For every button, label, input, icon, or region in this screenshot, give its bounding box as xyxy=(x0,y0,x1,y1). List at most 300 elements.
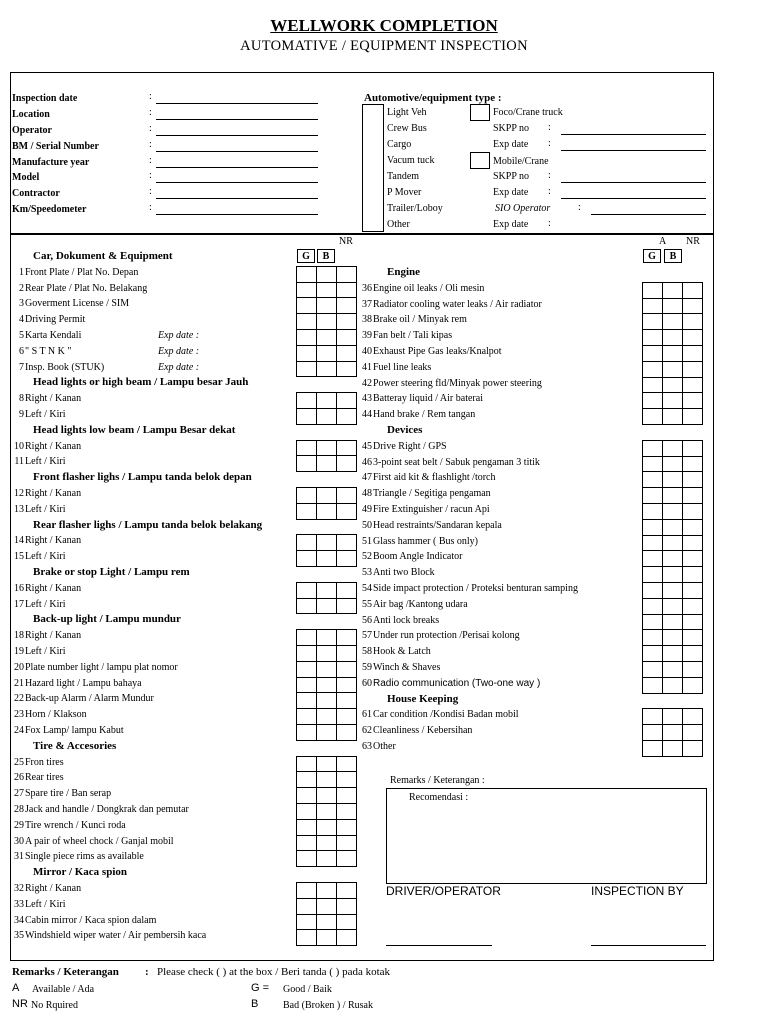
permit-colon: : xyxy=(548,138,551,149)
header-field-input[interactable] xyxy=(156,103,318,104)
item-number: 3 xyxy=(19,298,24,310)
check-box[interactable] xyxy=(683,282,703,298)
driver-signature-line[interactable] xyxy=(386,945,492,946)
permit-colon: : xyxy=(548,186,551,197)
check-grid[interactable] xyxy=(642,282,703,425)
item-label: Under run protection /Perisai kolong xyxy=(373,630,520,642)
header-field-colon: : xyxy=(149,123,152,134)
check-box[interactable] xyxy=(683,630,703,646)
checklist-item xyxy=(4,772,64,783)
permit-input[interactable] xyxy=(561,150,706,151)
check-box[interactable] xyxy=(683,377,703,393)
header-field-input[interactable] xyxy=(156,182,318,183)
check-box[interactable] xyxy=(663,503,683,519)
type-option: Crew Bus xyxy=(387,123,427,134)
header-field-input[interactable] xyxy=(156,214,318,215)
check-box[interactable] xyxy=(683,314,703,330)
type-option: Vacum tuck xyxy=(387,155,435,166)
item-label: Windshield wiper water / Air pembersih kaca xyxy=(25,930,207,942)
check-box[interactable] xyxy=(643,409,663,425)
checklist-item xyxy=(4,409,66,420)
check-box[interactable] xyxy=(297,677,317,693)
check-box[interactable] xyxy=(317,361,337,377)
checklist-item xyxy=(352,299,542,310)
check-box[interactable] xyxy=(643,314,663,330)
check-grid[interactable] xyxy=(296,882,357,946)
item-number: 18 xyxy=(14,630,24,642)
item-number: 60 xyxy=(362,677,372,689)
checklist-item xyxy=(4,678,142,689)
check-box[interactable] xyxy=(663,582,683,598)
check-box[interactable] xyxy=(683,298,703,314)
checklist-item xyxy=(352,393,483,404)
item-number: 50 xyxy=(362,519,372,531)
checklist-item xyxy=(4,551,66,562)
checklist-item xyxy=(4,330,81,341)
checklist-item xyxy=(352,741,396,752)
check-box[interactable] xyxy=(297,440,317,456)
item-label: Insp. Book (STUK) xyxy=(25,361,105,373)
check-box[interactable] xyxy=(663,519,683,535)
check-box[interactable] xyxy=(663,440,683,456)
check-box[interactable] xyxy=(297,408,317,424)
check-box[interactable] xyxy=(663,409,683,425)
item-label: Left / Kiri xyxy=(25,503,66,515)
item-number: 38 xyxy=(362,314,372,326)
check-box[interactable] xyxy=(643,456,663,472)
check-box[interactable] xyxy=(317,883,337,899)
check-box[interactable] xyxy=(317,598,337,614)
check-box[interactable] xyxy=(643,582,663,598)
check-box[interactable] xyxy=(317,898,337,914)
check-box[interactable] xyxy=(297,488,317,504)
check-box[interactable] xyxy=(337,819,357,835)
check-box[interactable] xyxy=(317,408,337,424)
check-box[interactable] xyxy=(683,456,703,472)
check-box[interactable] xyxy=(297,930,317,946)
item-number: 43 xyxy=(362,393,372,405)
check-box[interactable] xyxy=(337,914,357,930)
check-box[interactable] xyxy=(337,266,357,282)
check-box[interactable] xyxy=(317,914,337,930)
check-box[interactable] xyxy=(337,756,357,772)
checklist-item xyxy=(4,283,147,294)
check-box[interactable] xyxy=(643,677,663,693)
check-box[interactable] xyxy=(317,724,337,740)
check-grid[interactable] xyxy=(296,582,357,615)
item-number: 27 xyxy=(14,788,24,800)
item-label: Anti two Block xyxy=(373,567,435,579)
check-box[interactable] xyxy=(317,503,337,519)
check-box[interactable] xyxy=(643,646,663,662)
check-grid[interactable] xyxy=(296,629,357,741)
permit-label: SIO Operator xyxy=(495,203,551,214)
item-number: 15 xyxy=(14,551,24,563)
check-box[interactable] xyxy=(297,724,317,740)
nr-header-left: NR xyxy=(339,236,353,247)
check-box[interactable] xyxy=(643,330,663,346)
g-header-right: G xyxy=(643,249,661,263)
check-box[interactable] xyxy=(317,456,337,472)
check-box[interactable] xyxy=(643,661,663,677)
permit-colon: : xyxy=(548,218,551,229)
check-box[interactable] xyxy=(297,345,317,361)
check-box[interactable] xyxy=(663,377,683,393)
check-box[interactable] xyxy=(317,835,337,851)
checklist-item xyxy=(352,646,431,657)
item-label: Goverment License / SIM xyxy=(25,298,130,310)
check-box[interactable] xyxy=(317,329,337,345)
check-box[interactable] xyxy=(663,725,683,741)
item-label: Power steering fld/Minyak power steering xyxy=(373,377,542,389)
check-box[interactable] xyxy=(643,535,663,551)
check-box[interactable] xyxy=(317,582,337,598)
item-number: 11 xyxy=(14,456,24,468)
header-field-input[interactable] xyxy=(156,135,318,136)
checklist-item xyxy=(352,630,520,641)
check-box[interactable] xyxy=(317,851,337,867)
check-box[interactable] xyxy=(683,677,703,693)
type-checkbox-column[interactable] xyxy=(362,104,384,232)
check-box[interactable] xyxy=(317,266,337,282)
item-label: Left / Kiri xyxy=(25,456,66,468)
check-box[interactable] xyxy=(683,361,703,377)
check-grid[interactable] xyxy=(296,440,357,473)
check-grid[interactable] xyxy=(296,266,357,378)
check-box[interactable] xyxy=(663,535,683,551)
check-box[interactable] xyxy=(297,314,317,330)
header-field-colon: : xyxy=(149,107,152,118)
check-box[interactable] xyxy=(643,709,663,725)
item-label: Batteray liquid / Air baterai xyxy=(373,393,483,405)
check-box[interactable] xyxy=(317,551,337,567)
check-box[interactable] xyxy=(643,598,663,614)
check-box[interactable] xyxy=(297,361,317,377)
header-field-label: Model xyxy=(12,172,40,183)
check-box[interactable] xyxy=(297,914,317,930)
check-box[interactable] xyxy=(683,535,703,551)
nr-header-right: NR xyxy=(686,236,700,247)
item-label: Plate number light / lampu plat nomor xyxy=(25,661,178,673)
permit-input[interactable] xyxy=(561,198,706,199)
check-box[interactable] xyxy=(297,551,317,567)
check-grid[interactable] xyxy=(296,392,357,425)
permit-input[interactable] xyxy=(591,214,706,215)
check-box[interactable] xyxy=(297,535,317,551)
check-box[interactable] xyxy=(297,709,317,725)
check-box[interactable] xyxy=(297,772,317,788)
checklist-item xyxy=(4,851,144,862)
item-number: 6 xyxy=(19,345,24,357)
item-label: Left / Kiri xyxy=(25,646,66,657)
driver-operator-label: DRIVER/OPERATOR xyxy=(386,884,501,898)
check-box[interactable] xyxy=(683,725,703,741)
foco-checkbox[interactable] xyxy=(470,104,490,121)
checklist-item xyxy=(352,709,519,720)
item-label: Rear Plate / Plat No. Belakang xyxy=(25,282,148,294)
check-box[interactable] xyxy=(297,582,317,598)
check-box[interactable] xyxy=(297,756,317,772)
check-box[interactable] xyxy=(317,819,337,835)
check-box[interactable] xyxy=(337,772,357,788)
check-box[interactable] xyxy=(297,835,317,851)
item-label: Hook & Latch xyxy=(373,646,431,658)
check-box[interactable] xyxy=(643,630,663,646)
check-box[interactable] xyxy=(297,883,317,899)
check-box[interactable] xyxy=(297,393,317,409)
check-box[interactable] xyxy=(663,661,683,677)
automotive-type-label: Automotive/equipment type : xyxy=(364,92,502,104)
check-box[interactable] xyxy=(643,614,663,630)
item-label: Driving Permit xyxy=(25,314,86,326)
check-box[interactable] xyxy=(683,598,703,614)
item-label: Right / Kanan xyxy=(25,630,82,642)
header-field-input[interactable] xyxy=(156,198,318,199)
check-box[interactable] xyxy=(663,740,683,756)
check-box[interactable] xyxy=(297,898,317,914)
check-box[interactable] xyxy=(317,535,337,551)
check-box[interactable] xyxy=(297,298,317,314)
check-box[interactable] xyxy=(663,472,683,488)
check-box[interactable] xyxy=(317,630,337,646)
check-box[interactable] xyxy=(683,345,703,361)
check-box[interactable] xyxy=(643,519,663,535)
check-box[interactable] xyxy=(317,345,337,361)
permit-input[interactable] xyxy=(561,134,706,135)
check-box[interactable] xyxy=(663,646,683,662)
check-box[interactable] xyxy=(317,440,337,456)
check-box[interactable] xyxy=(317,645,337,661)
check-box[interactable] xyxy=(663,456,683,472)
check-box[interactable] xyxy=(663,630,683,646)
check-box[interactable] xyxy=(337,835,357,851)
item-number: 53 xyxy=(362,567,372,579)
check-box[interactable] xyxy=(683,519,703,535)
check-box[interactable] xyxy=(663,551,683,567)
section-title: Brake or stop Light / Lampu rem xyxy=(33,566,190,578)
item-label: First aid kit & flashlight /torch xyxy=(373,472,496,484)
check-box[interactable] xyxy=(683,440,703,456)
check-box[interactable] xyxy=(683,567,703,583)
legend-b-text: Bad (Broken ) / Rusak xyxy=(283,1000,373,1011)
checklist-item xyxy=(352,283,484,294)
check-box[interactable] xyxy=(663,345,683,361)
check-box[interactable] xyxy=(663,298,683,314)
check-box[interactable] xyxy=(317,756,337,772)
item-number: 35 xyxy=(14,930,24,942)
legend-a-text: Available / Ada xyxy=(32,984,95,995)
check-box[interactable] xyxy=(683,330,703,346)
checklist-item xyxy=(352,457,540,468)
check-box[interactable] xyxy=(643,345,663,361)
check-box[interactable] xyxy=(683,646,703,662)
item-label: Rear tires xyxy=(25,772,64,784)
check-box[interactable] xyxy=(317,788,337,804)
check-box[interactable] xyxy=(663,282,683,298)
checklist-item xyxy=(4,630,81,641)
check-box[interactable] xyxy=(663,598,683,614)
check-box[interactable] xyxy=(337,883,357,899)
check-box[interactable] xyxy=(683,740,703,756)
check-box[interactable] xyxy=(317,693,337,709)
item-label: Car condition /Kondisi Badan mobil xyxy=(373,709,519,721)
check-grid[interactable] xyxy=(296,487,357,520)
check-box[interactable] xyxy=(663,330,683,346)
check-box[interactable] xyxy=(683,614,703,630)
item-number: 58 xyxy=(362,646,372,658)
check-box[interactable] xyxy=(683,409,703,425)
check-box[interactable] xyxy=(297,693,317,709)
check-box[interactable] xyxy=(337,930,357,946)
check-grid[interactable] xyxy=(642,440,703,694)
header-field-label: Location xyxy=(12,109,50,120)
check-box[interactable] xyxy=(297,851,317,867)
check-box[interactable] xyxy=(643,361,663,377)
section-title: Tire & Accesories xyxy=(33,739,117,752)
check-grid[interactable] xyxy=(296,534,357,567)
check-box[interactable] xyxy=(643,282,663,298)
check-box[interactable] xyxy=(643,488,663,504)
item-number: 31 xyxy=(14,851,24,863)
check-grid[interactable] xyxy=(296,756,357,868)
section-title: Front flasher lighs / Lampu tanda belok depan xyxy=(33,471,252,484)
checklist-item xyxy=(352,520,502,531)
item-label: Right / Kanan xyxy=(25,440,82,452)
item-label: Single piece rims as available xyxy=(25,851,144,863)
check-box[interactable] xyxy=(317,393,337,409)
check-box[interactable] xyxy=(643,725,663,741)
check-box[interactable] xyxy=(297,630,317,646)
checklist-item xyxy=(4,298,129,309)
checklist-item xyxy=(4,662,178,673)
check-box[interactable] xyxy=(337,788,357,804)
check-box[interactable] xyxy=(663,677,683,693)
item-label: Right / Kanan xyxy=(25,535,82,547)
check-box[interactable] xyxy=(297,329,317,345)
item-number: 59 xyxy=(362,662,372,673)
check-box[interactable] xyxy=(337,898,357,914)
check-box[interactable] xyxy=(317,677,337,693)
check-box[interactable] xyxy=(337,851,357,867)
item-label: Right / Kanan xyxy=(25,582,82,594)
check-box[interactable] xyxy=(663,314,683,330)
header-field-colon: : xyxy=(149,155,152,166)
check-box[interactable] xyxy=(297,503,317,519)
check-box[interactable] xyxy=(317,314,337,330)
inspector-signature-line[interactable] xyxy=(591,945,706,946)
exp-date-label: Exp date : xyxy=(158,361,200,373)
check-box[interactable] xyxy=(317,803,337,819)
header-field-colon: : xyxy=(149,202,152,213)
check-box[interactable] xyxy=(317,488,337,504)
check-box[interactable] xyxy=(683,709,703,725)
check-box[interactable] xyxy=(297,819,317,835)
check-box[interactable] xyxy=(297,803,317,819)
permit-input[interactable] xyxy=(561,182,706,183)
check-box[interactable] xyxy=(643,567,663,583)
check-box[interactable] xyxy=(643,393,663,409)
a-header-right: A xyxy=(659,236,667,247)
header-field-label: BM / Serial Number xyxy=(12,141,99,152)
checklist-item xyxy=(352,488,491,499)
check-box[interactable] xyxy=(317,661,337,677)
check-box[interactable] xyxy=(337,693,357,709)
item-number: 8 xyxy=(19,393,24,405)
header-field-colon: : xyxy=(149,139,152,150)
check-box[interactable] xyxy=(643,551,663,567)
check-box[interactable] xyxy=(663,709,683,725)
section-title: Head lights or high beam / Lampu besar Jauh xyxy=(33,376,249,389)
check-box[interactable] xyxy=(297,788,317,804)
check-box[interactable] xyxy=(297,266,317,282)
header-field-input[interactable] xyxy=(156,119,318,120)
check-box[interactable] xyxy=(683,551,703,567)
item-number: 44 xyxy=(362,409,372,421)
check-box[interactable] xyxy=(643,440,663,456)
item-label: Karta Kendali xyxy=(25,330,82,341)
check-box[interactable] xyxy=(317,282,337,298)
check-box[interactable] xyxy=(643,298,663,314)
header-field-input[interactable] xyxy=(156,167,318,168)
check-box[interactable] xyxy=(683,393,703,409)
check-box[interactable] xyxy=(643,377,663,393)
checklist-item xyxy=(4,820,126,831)
check-box[interactable] xyxy=(317,298,337,314)
check-box[interactable] xyxy=(643,740,663,756)
item-label: Left / Kiri xyxy=(25,409,66,420)
item-number: 54 xyxy=(362,583,372,594)
checklist-item xyxy=(4,314,85,325)
check-box[interactable] xyxy=(643,503,663,519)
check-box[interactable] xyxy=(663,614,683,630)
check-box[interactable] xyxy=(663,361,683,377)
check-box[interactable] xyxy=(683,472,703,488)
check-box[interactable] xyxy=(297,645,317,661)
check-box[interactable] xyxy=(683,488,703,504)
check-box[interactable] xyxy=(317,709,337,725)
footer-remarks-colon: : xyxy=(145,966,149,978)
check-box[interactable] xyxy=(663,567,683,583)
exp-date-label: Exp date : xyxy=(158,345,200,357)
check-box[interactable] xyxy=(683,582,703,598)
check-box[interactable] xyxy=(297,456,317,472)
item-number: 16 xyxy=(14,582,24,594)
item-number: 39 xyxy=(362,330,372,342)
type-option: Light Veh xyxy=(387,107,427,118)
check-box[interactable] xyxy=(643,472,663,488)
item-number: 10 xyxy=(14,440,24,452)
permit-label: Exp date xyxy=(493,139,529,150)
check-box[interactable] xyxy=(663,393,683,409)
check-box[interactable] xyxy=(297,282,317,298)
checklist-item xyxy=(352,504,490,515)
check-box[interactable] xyxy=(683,661,703,677)
mobile-crane-checkbox[interactable] xyxy=(470,152,490,169)
check-box[interactable] xyxy=(663,488,683,504)
check-box[interactable] xyxy=(683,503,703,519)
check-box[interactable] xyxy=(317,772,337,788)
check-grid[interactable] xyxy=(642,708,703,756)
check-box[interactable] xyxy=(337,803,357,819)
checklist-item xyxy=(4,804,189,815)
check-box[interactable] xyxy=(317,930,337,946)
check-box[interactable] xyxy=(297,661,317,677)
legend-b-key: B xyxy=(251,998,259,1010)
item-number: 45 xyxy=(362,440,372,452)
item-label: Brake oil / Minyak rem xyxy=(373,314,467,326)
check-box[interactable] xyxy=(297,598,317,614)
header-field-input[interactable] xyxy=(156,151,318,152)
